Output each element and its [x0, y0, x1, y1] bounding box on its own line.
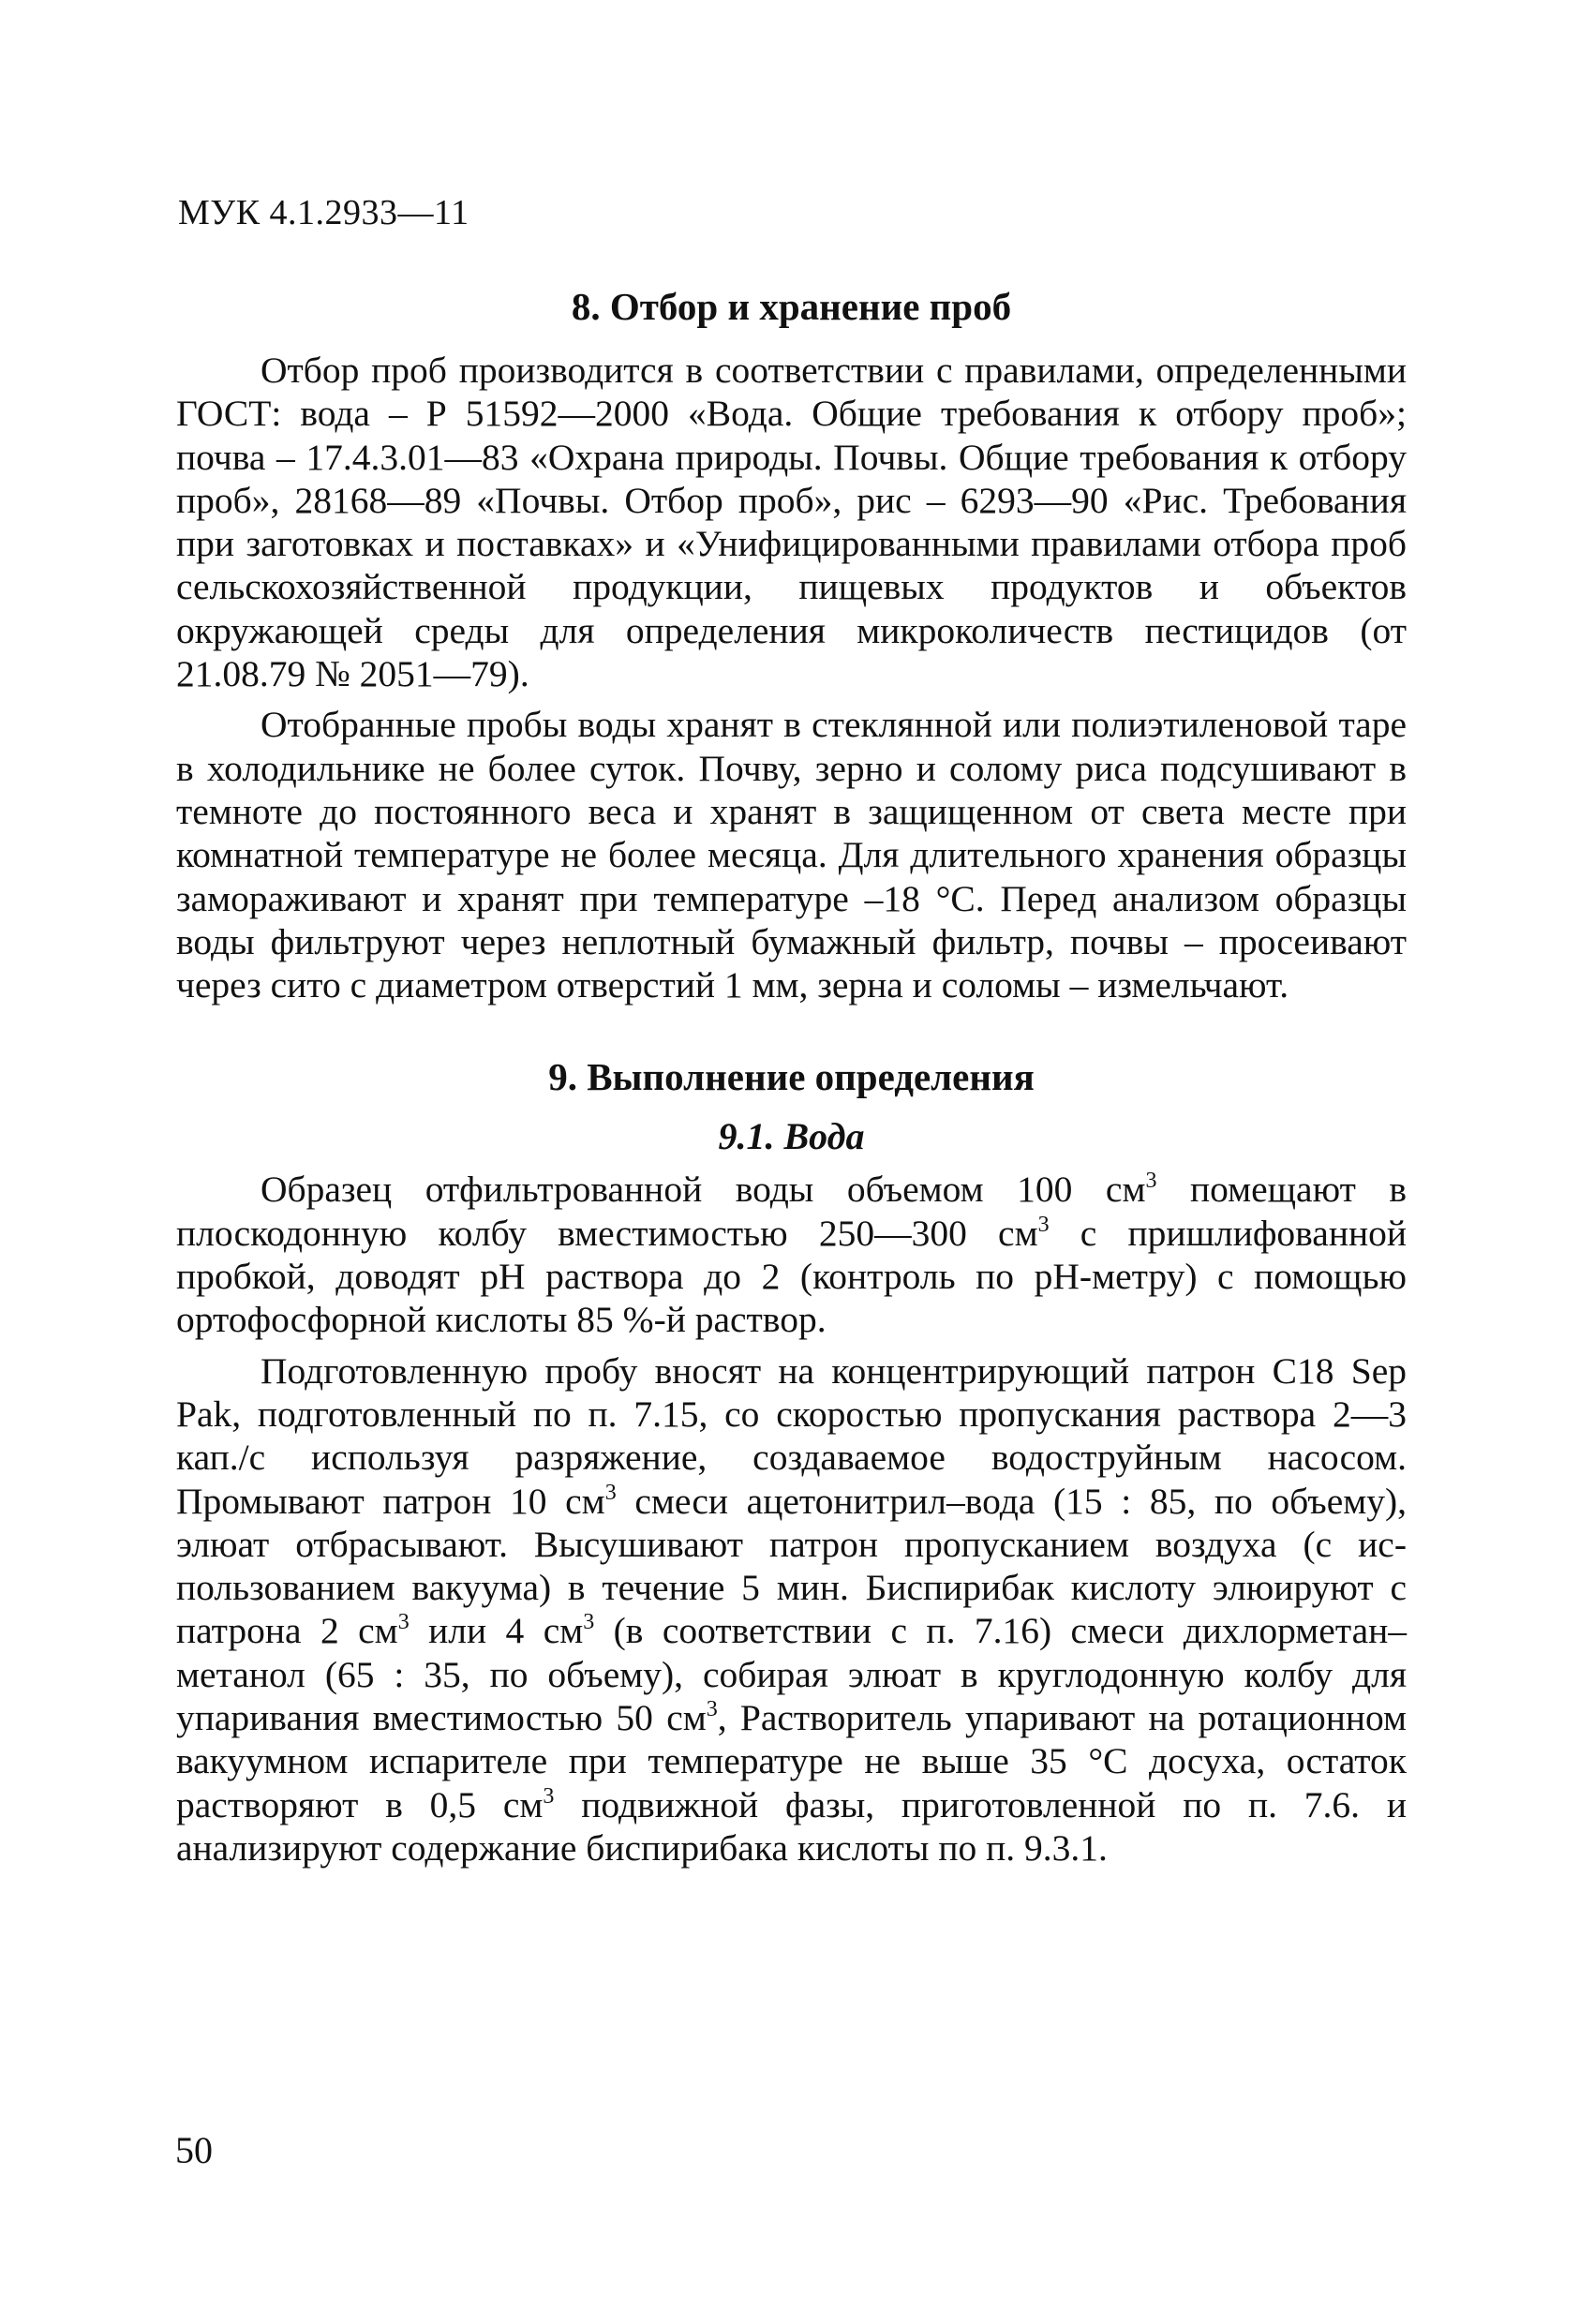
text-run: , Растворитель упаривают на ротационном вакуумном испарителе при температуре не выше 35 °С досуха, остаток растворяют в 0,5 см: [176, 1697, 1408, 1825]
superscript: 3: [1145, 1169, 1157, 1194]
superscript: 3: [604, 1480, 617, 1505]
text-run: Образец отфильтрованной воды объемом 100 см: [261, 1169, 1146, 1211]
superscript: 3: [583, 1610, 595, 1635]
section-8-paragraph-2: Отобранные пробы воды хранят в стеклянной или полиэтиленовой таре в холодильнике не более суток. Почву, зерно и солому риса подсушивают в темноте до постоянного веса и хранят в защищенном от света месте при комнатной температуре не более месяца. Для длительного хранения образцы замораживают и хранят при температуре –18 °С. Перед анализом образцы воды фильтруют через неплотный бумажный фильтр, почвы – просеивают через сито с диаметром отверстий 1 мм, зерна и соломы – измельчают.: [176, 704, 1407, 1006]
text-run: подвижной фазы, приготовленной по п. 7.6. и анализируют содержание биспирибака кислоты по п. 9.3.1.: [176, 1783, 1407, 1869]
superscript: 3: [397, 1610, 410, 1635]
text-run: или 4 см: [409, 1610, 584, 1652]
superscript: 3: [706, 1697, 718, 1722]
section-9-1-paragraph-2: [176, 1349, 1407, 1870]
section-9-1-paragraph-1: [176, 1168, 1407, 1341]
text-run: Подготовленную пробу вносят на концентрирующий патрон С18 Sep Pak, подготовленный по п. 7.15, со скоростью пропускания раствора 2—3 кап./с используя разряжение, создаваемое водоструйным насосом. Промывают патрон 10 см: [176, 1349, 1407, 1522]
superscript: 3: [543, 1783, 555, 1809]
page-content: [176, 283, 1407, 1870]
subsection-9-1-heading: 9.1. Вода: [718, 1115, 865, 1158]
section-9-heading: 9. Выполнение определения: [548, 1055, 1035, 1099]
text-run: с пришлифованной пробкой, доводят рН раствора до 2 (контроль по рН-метру) с помощью ортофосфорной кислоты 85 %-й раствор.: [176, 1212, 1408, 1341]
text-run: смеси ацетонитрил–вода (15 : 85, по объему), элюат отбрасывают. Высушивают патрон пропусканием воздуха (с использованием вакуума) в течение 5 мин. Биспирибак кислоту элюируют с патрона 2 см: [176, 1480, 1408, 1652]
superscript: 3: [1037, 1212, 1050, 1237]
running-header-doc-code: МУК 4.1.2933—11: [178, 193, 469, 232]
section-8-paragraph-1: Отбор проб производится в соответствии с правилами, определенными ГОСТ: вода – Р 51592—2000 «Вода. Общие требования к отбору проб»; почва – 17.4.3.01—83 «Охрана природы. Почвы. Общие требования к отбору проб», 28168—89 «Почвы. Отбор проб», рис – 6293—90 «Рис. Требования при заготовках и поставках» и «Унифицированными правилами отбора проб сельскохозяйственной продукции, пищевых продуктов и объектов окружающей среды для определения микроколичеств пестицидов (от 21.08.79 № 2051—79).: [176, 350, 1407, 695]
text-run: помещают в плоскодонную колбу вместимостью 250—300 см: [176, 1169, 1408, 1254]
section-8-heading: 8. Отбор и хранение проб: [571, 285, 1012, 328]
page-number: 50: [175, 2129, 213, 2171]
text-run: (в соответствии с п. 7.16) смеси дихлорметан–метанол (65 : 35, по объему), собирая элюат в круглодонную колбу для упаривания вместимостью 50 см: [176, 1610, 1407, 1739]
